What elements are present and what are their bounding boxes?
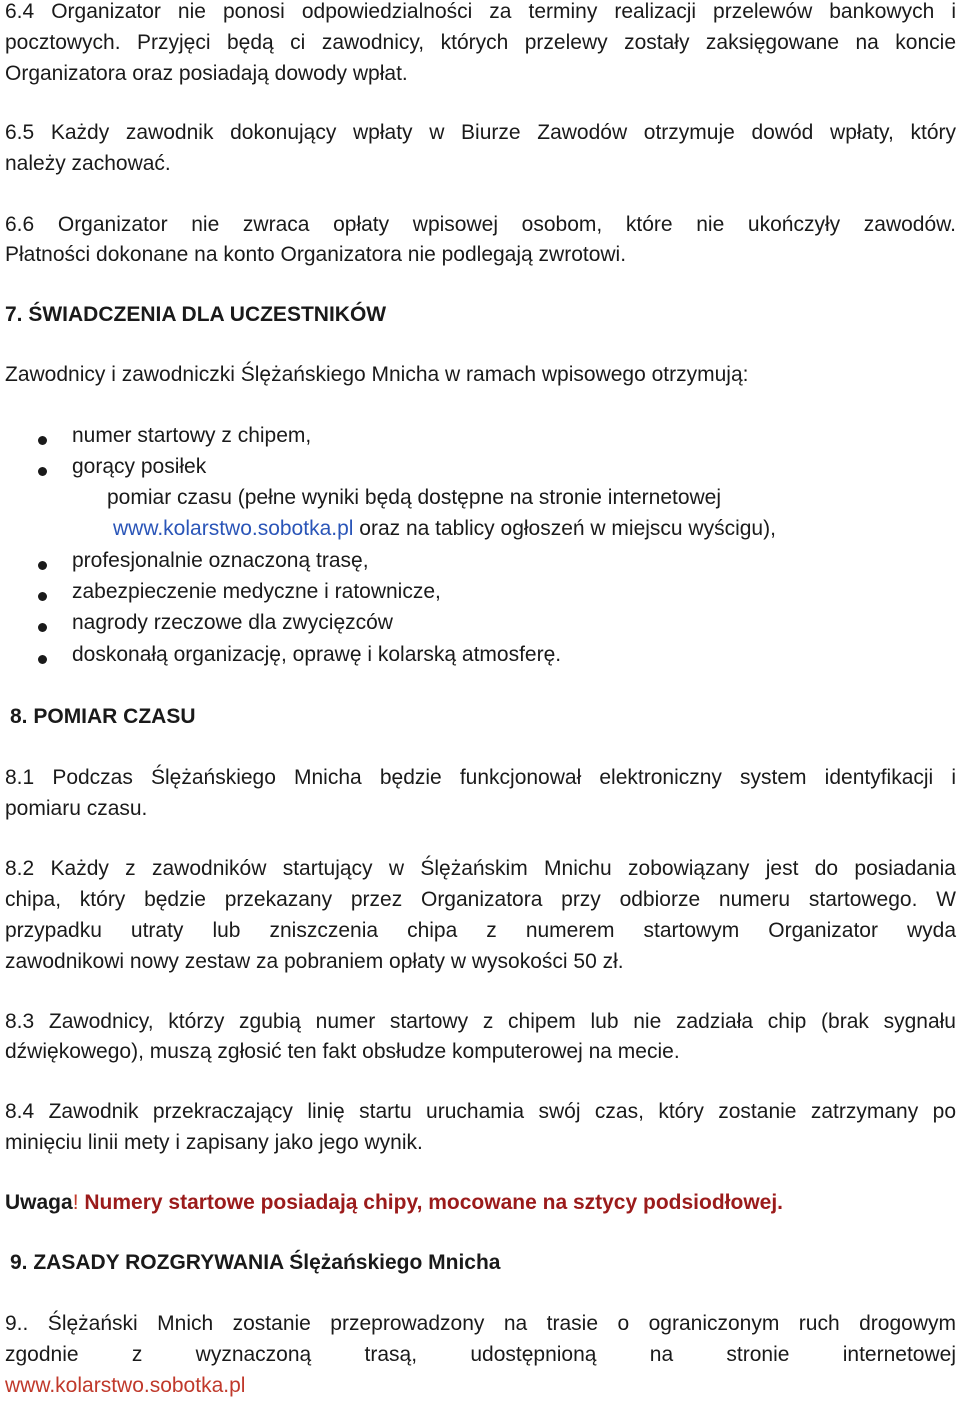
para-8-2-line-3: przypadku utraty lub zniszczenia chipa z numerem startowym Organizator wyda bbox=[5, 919, 956, 942]
para-8-2-line-4: zawodnikowi nowy zestaw za pobraniem opłaty w wysokości 50 zł. bbox=[5, 950, 624, 973]
para-6-4-line-2: pocztowych. Przyjęci będą ci zawodnicy, których przelewy zostały zaksięgowane na koncie bbox=[5, 31, 956, 54]
bullet-icon bbox=[38, 592, 47, 601]
uwaga-label: Uwaga bbox=[5, 1191, 73, 1214]
benefit-item: zabezpieczenie medyczne i ratownicze, bbox=[72, 580, 441, 603]
chip-notice: Numery startowe posiadają chipy, mocowane na sztycy podsiodłowej. bbox=[78, 1191, 783, 1214]
para-8-1-line-1: 8.1 Podczas Ślężańskiego Mnicha będzie funkcjonował elektroniczny system identyfikacji i bbox=[5, 766, 956, 789]
benefit-item: profesjonalnie oznaczoną trasę, bbox=[72, 549, 369, 572]
para-9-line-2: zgodnie z wyznaczoną trasą, udostępnioną na stronie internetowej bbox=[5, 1343, 956, 1366]
section-7-heading: 7. ŚWIADCZENIA DLA UCZESTNIKÓW bbox=[5, 303, 387, 326]
bullet-icon bbox=[38, 436, 47, 445]
para-8-3-line-2: dźwiękowego), muszą zgłosić ten fakt obsłudze komputerowej na mecie. bbox=[5, 1040, 680, 1063]
benefit-item: nagrody rzeczowe dla zwycięzców bbox=[72, 611, 393, 634]
para-8-1-line-2: pomiaru czasu. bbox=[5, 797, 148, 820]
para-8-2-line-2: chipa, który będzie przekazany przez Organizatora przy odbiorze numeru startowego. W bbox=[5, 888, 956, 911]
bullet-icon bbox=[38, 467, 47, 476]
section-7-intro: Zawodnicy i zawodniczki Ślężańskiego Mnicha w ramach wpisowego otrzymują: bbox=[5, 363, 749, 386]
bullet-icon bbox=[38, 655, 47, 664]
benefit-item: numer startowy z chipem, bbox=[72, 424, 312, 447]
benefit-item: doskonałą organizację, oprawę i kolarską atmosferę. bbox=[72, 643, 562, 666]
para-8-4-line-1: 8.4 Zawodnik przekraczający linię startu uruchamia swój czas, który zostanie zatrzymany po bbox=[5, 1100, 956, 1123]
bullet-icon bbox=[38, 623, 47, 632]
para-6-4-line-1: 6.4 Organizator nie ponosi odpowiedzialności za terminy realizacji przelewów bankowych i bbox=[5, 0, 956, 23]
benefit-timing-line-2 bbox=[113, 514, 776, 544]
para-8-2-line-1: 8.2 Każdy z zawodników startujący w Ślężańskim Mnichu zobowiązany jest do posiadania bbox=[5, 857, 956, 880]
exclamation-mark: ! bbox=[72, 1191, 79, 1214]
para-9-line-3 bbox=[5, 1371, 245, 1401]
para-6-5-line-1: 6.5 Każdy zawodnik dokonujący wpłaty w Biurze Zawodów otrzymuje dowód wpłaty, który bbox=[5, 121, 956, 144]
para-6-5-line-2: należy zachować. bbox=[5, 152, 171, 175]
benefit-item: gorący posiłek bbox=[72, 455, 207, 478]
section-9-heading: 9. ZASADY ROZGRYWANIA Ślężańskiego Mnicha bbox=[10, 1251, 501, 1274]
para-8-3-line-1: 8.3 Zawodnicy, którzy zgubią numer startowy z chipem lub nie zadziała chip (brak sygnału bbox=[5, 1010, 956, 1033]
para-6-6-line-2: Płatności dokonane na konto Organizatora nie podlegają zwrotowi. bbox=[5, 243, 627, 266]
website-link[interactable]: www.kolarstwo.sobotka.pl bbox=[113, 517, 354, 540]
bullet-icon bbox=[38, 561, 47, 570]
para-8-4-line-2: minięciu linii mety i zapisany jako jego wynik. bbox=[5, 1131, 423, 1154]
website-link[interactable]: www.kolarstwo.sobotka.pl bbox=[5, 1374, 246, 1397]
notice-line bbox=[5, 1188, 783, 1218]
para-9-line-1: 9.. Ślężański Mnich zostanie przeprowadzony na trasie o ograniczonym ruch drogowym bbox=[5, 1312, 956, 1335]
section-8-heading: 8. POMIAR CZASU bbox=[10, 705, 196, 728]
para-6-4-line-3: Organizatora oraz posiadają dowody wpłat. bbox=[5, 62, 408, 85]
para-6-6-line-1: 6.6 Organizator nie zwraca opłaty wpisowej osobom, które nie ukończyły zawodów. bbox=[5, 213, 956, 236]
benefit-timing-line-1: pomiar czasu (pełne wyniki będą dostępne na stronie internetowej bbox=[107, 486, 722, 509]
timing-line-text: oraz na tablicy ogłoszeń w miejscu wyścigu), bbox=[353, 517, 776, 540]
